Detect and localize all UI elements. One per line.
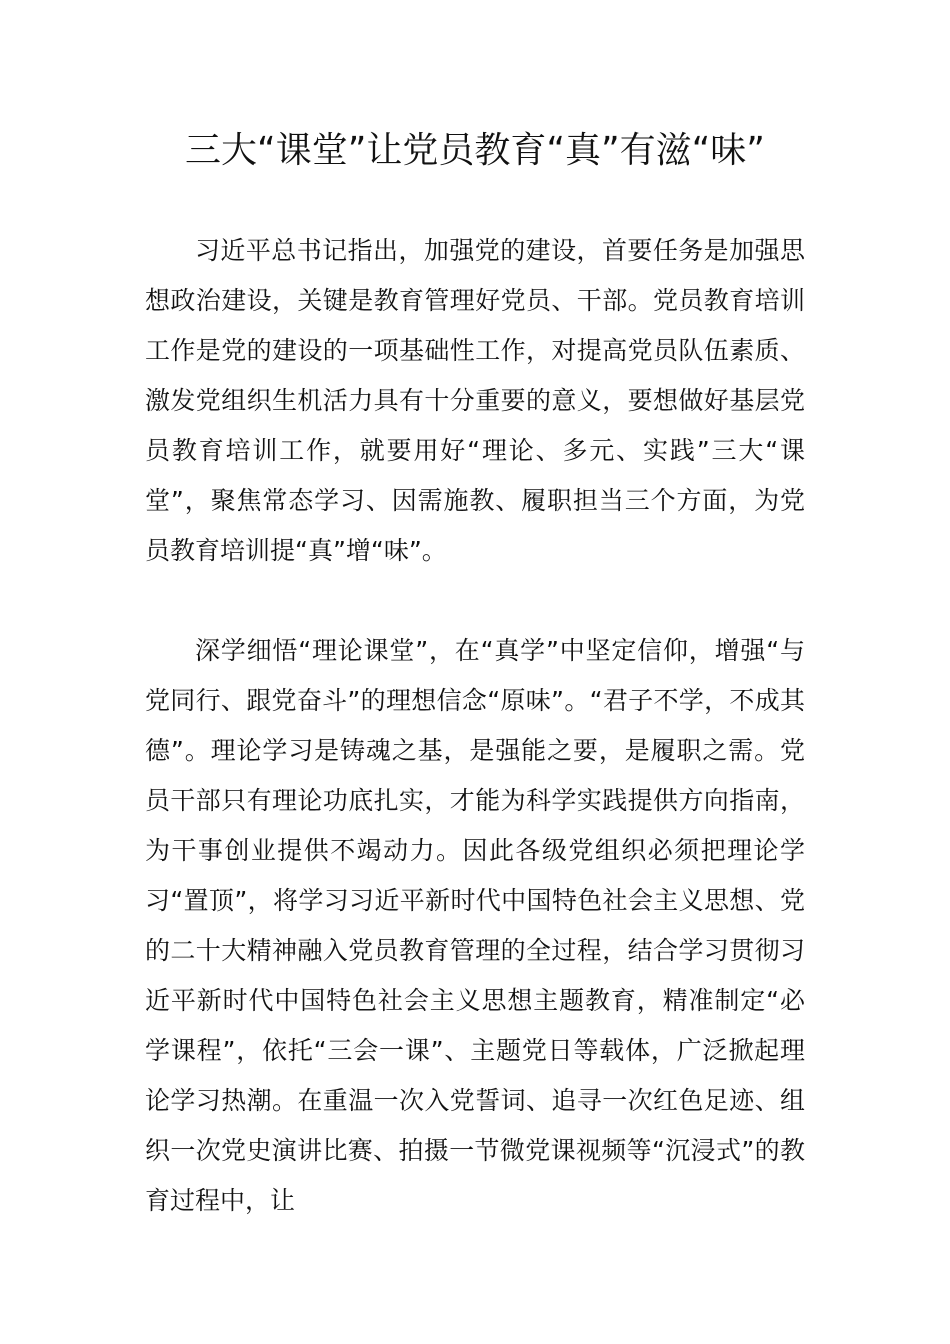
paragraph-gap [145, 576, 805, 626]
paragraph-intro: 习近平总书记指出，加强党的建设，首要任务是加强思想政治建设，关键是教育管理好党员、干部。党员教育培训工作是党的建设的一项基础性工作，对提高党员队伍素质、激发党组织生机活力具有十分重要的意义，要想做好基层党员教育培训工作，就要用好“理论、多元、实践”三大“课堂”，聚焦常态学习、因需施教、履职担当三个方面，为党员教育培训提“真”增“味”。 [145, 236, 805, 565]
document-body [145, 226, 805, 1226]
paragraph-theory-classroom: 深学细悟“理论课堂”，在“真学”中坚定信仰，增强“与党同行、跟党奋斗”的理想信念“原味”。“君子不学，不成其德”。理论学习是铸魂之基，是强能之要，是履职之需。党员干部只有理论功底扎实，才能为科学实践提供方向指南，为干事创业提供不竭动力。因此各级党组织必须把理论学习“置顶”，将学习习近平新时代中国特色社会主义思想、党的二十大精神融入党员教育管理的全过程，结合学习贯彻习近平新时代中国特色社会主义思想主题教育，精准制定“必学课程”，依托“三会一课”、主题党日等载体，广泛掀起理论学习热潮。在重温一次入党誓词、追寻一次红色足迹、组织一次党史演讲比赛、拍摄一节微党课视频等“沉浸式”的教育过程中，让 [145, 636, 805, 1215]
document-title: 三大“课堂”让党员教育“真”有滋“味” [185, 130, 765, 171]
